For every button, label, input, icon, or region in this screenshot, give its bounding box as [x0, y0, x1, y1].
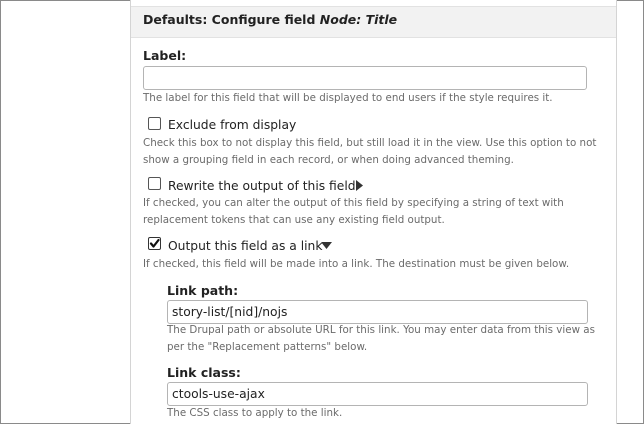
panel-title-field: Node: Title — [319, 12, 398, 27]
link-class-input[interactable] — [167, 382, 588, 406]
label-input[interactable] — [143, 66, 587, 90]
rewrite-checkbox[interactable] — [148, 177, 161, 190]
link-path-label: Link path: — [167, 283, 239, 298]
output-link-description: If checked, this field will be made into a link. The destination must be given below. — [143, 258, 570, 270]
exclude-description: Check this box to not display this field, but still load it in the view. Use this option to not show a grouping field in each record, or when doing advanced theming. — [143, 137, 597, 166]
exclude-label[interactable]: Exclude from display — [168, 118, 297, 132]
link-class-label: Link class: — [167, 365, 241, 380]
link-class-description: The CSS class to apply to the link. — [167, 407, 343, 419]
label-field-label: Label: — [143, 48, 187, 63]
panel-title — [143, 12, 397, 27]
link-path-description: The Drupal path or absolute URL for this link. You may enter data from this view as per the "Replacement patterns" below. — [167, 324, 595, 353]
link-path-input[interactable] — [167, 300, 588, 324]
check-mark-icon — [149, 238, 160, 249]
output-link-checkbox[interactable] — [148, 237, 161, 250]
exclude-checkbox[interactable] — [148, 117, 161, 130]
triangle-down-icon[interactable] — [321, 242, 332, 249]
label-description: The label for this field that will be displayed to end users if the style requires it. — [143, 92, 553, 104]
panel-title-prefix: Defaults: Configure field — [143, 12, 320, 27]
field-config-panel — [130, 0, 617, 424]
output-link-label[interactable]: Output this field as a link — [168, 239, 323, 253]
triangle-right-icon[interactable] — [356, 180, 363, 191]
rewrite-description: If checked, you can alter the output of this field by specifying a string of text with replacement tokens that can use any existing field output. — [143, 197, 564, 226]
rewrite-label[interactable]: Rewrite the output of this field — [168, 179, 356, 193]
